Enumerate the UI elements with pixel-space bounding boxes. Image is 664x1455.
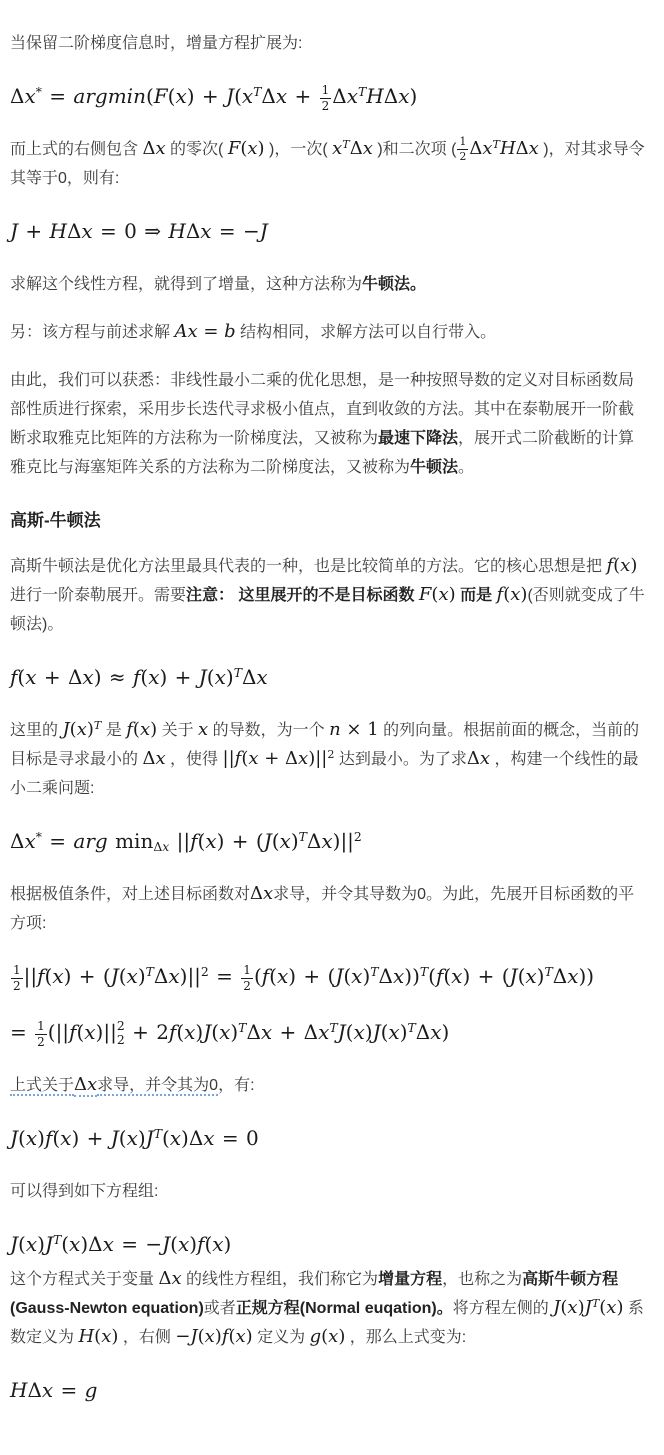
text-run: 求解这个线性方程，就得到了增量，这种方法称为 (10, 276, 363, 293)
paragraph (10, 552, 648, 639)
display-formula: = $\frac{1}{2}$ (||f(x)|| 2 2 + $2f(x)J(x)^T\Delta x + \Delta x^TJ(x)J(x)^T\Delta x$) (10, 1017, 450, 1049)
text-run: 另：该方程与前述求解 (10, 324, 175, 341)
text-run: 是 (101, 722, 127, 739)
inline-formula: Δx (74, 1074, 98, 1095)
text-run: 求导，并令其为0 (97, 1077, 219, 1094)
text-run: ，构建一个线性的最小二乘问题: (10, 751, 639, 797)
paragraph (10, 1071, 648, 1100)
paragraph (10, 270, 648, 299)
paragraph (10, 880, 648, 938)
text-run: 或者 (203, 1300, 236, 1317)
inline-formula: −J(x)f(x) (175, 1326, 253, 1347)
paragraph (10, 1177, 648, 1206)
text-run: 的列向量。根据前面的概念，当前的目标是寻求最小的 (10, 722, 640, 768)
inline-formula: F(x) (227, 138, 265, 159)
text-run: 高斯牛顿方程(Gauss-Newton equation) (10, 1271, 619, 1317)
display-formula: $\Delta x^* = argmin(F(x) + J(x^T\Delta x$ + $\frac{1}{2}$ $\Delta x^TH\Delta x$) (10, 82, 418, 113)
text-run: 最速下降法 (378, 430, 459, 447)
text-run: ，也称之为 (442, 1271, 523, 1288)
display-formula: HΔx = g (10, 1378, 98, 1402)
paragraph (10, 716, 648, 803)
paragraph (10, 135, 648, 193)
text-run: 可以得到如下方程组: (10, 1183, 159, 1200)
inline-formula: F(x) (418, 584, 456, 605)
text-run: ，使得 (165, 751, 223, 768)
paragraph (10, 29, 648, 58)
text-run: 的线性方程组，我们称它为 (181, 1271, 379, 1288)
inline-formula: $||f(x + \Delta x)||^2$ (222, 747, 335, 769)
inline-formula: x (198, 719, 209, 740)
inline-formula: Δx (142, 748, 166, 769)
section-heading: 高斯-牛顿法 (10, 511, 101, 530)
inline-formula: $J(x)J^T(x)$ (553, 1296, 624, 1318)
inline-formula: f(x) (126, 719, 158, 740)
text-run: 这个方程式关于变量 (10, 1271, 159, 1288)
inline-formula: Δx (250, 883, 274, 904)
text-run: 系数定义为 (10, 1300, 644, 1346)
text-run: 这里的 (10, 722, 63, 739)
inline-formula: $x^T\Delta x$ (332, 137, 373, 159)
display-formula: $J(x)f(x) + J(x)J^T(x)\Delta x = 0$ (10, 1126, 259, 1150)
inline-formula: H(x) (78, 1326, 119, 1347)
paragraph (10, 318, 648, 347)
text-run: 的导数，为一个 (208, 722, 330, 739)
paragraph (10, 366, 648, 482)
display-formula: $J(x)J^T(x)\Delta x = -J(x)f(x)$ (10, 1232, 232, 1256)
text-run: 而是 (455, 587, 497, 604)
text-run: 将方程左侧的 (452, 1300, 554, 1317)
text-run: 根据极值条件，对上述目标函数对 (10, 886, 251, 903)
inline-formula: Δx (142, 138, 166, 159)
text-run: )和二次项 ( (372, 141, 457, 158)
text-run: 关于 (157, 722, 199, 739)
text-run: 正规方程(Normal euqation)。 (235, 1300, 453, 1317)
inline-formula: g(x) (309, 1326, 346, 1347)
text-run: )，一次( (264, 141, 333, 158)
text-run: 由此，我们可以获悉：非线性最小二乘的优化思想，是一种按照导数的定义对目标函数局部性质进行探索，采用步长迭代寻求极小值点，直到收敛的方法。其中在泰勒展开一阶截断求取雅克比矩阵的方法称为一阶梯度法，又被称为 (10, 372, 635, 447)
text-run: )，对其求导令其等于0，则有: (10, 141, 645, 187)
inline-formula: $\frac{1}{2}$ $\Delta x^TH\Delta x$ (459, 135, 539, 163)
text-run: (否则就变成了牛顿法)。 (10, 587, 645, 633)
text-run: 牛顿法。 (362, 276, 427, 293)
paragraph (10, 1265, 648, 1352)
text-run: 结构相同，求解方法可以自行带入。 (235, 324, 497, 341)
inline-formula: n × 1 (329, 719, 379, 740)
display-formula: J + HΔx = 0 ⇒ HΔx = −J (10, 219, 268, 243)
text-run: 高斯牛顿法是优化方法里最具代表的一种，也是比较简单的方法。它的核心思想是把 (10, 558, 607, 575)
text-run: 。 (458, 459, 475, 476)
text-run: ，展开式二阶截断的计算雅克比与海塞矩阵关系的方法称为二阶梯度法，又被称为 (10, 430, 635, 476)
text-run: 牛顿法 (410, 459, 459, 476)
text-run: 的零次( (165, 141, 228, 158)
text-run: 增量方程 (378, 1271, 443, 1288)
text-run: 达到最小。为了求 (334, 751, 467, 768)
text-run: ，有: (218, 1077, 255, 1094)
text-run: 而上式的右侧包含 (10, 141, 143, 158)
inline-formula: Δx (466, 748, 491, 769)
text-run: ，右侧 (118, 1329, 176, 1346)
text-run: 定义为 (252, 1329, 310, 1346)
text-run: 当保留二阶梯度信息时，增量方程扩展为: (10, 35, 303, 52)
display-formula: $f(x + \Delta x) \approx f(x) + J(x)^T\Delta x$ (10, 665, 268, 689)
text-run: ，那么上式变为: (345, 1329, 467, 1346)
display-formula: Δx* = arg minΔx $||f(x) + (J(x)^T\Delta x)||^2$ (10, 829, 362, 855)
inline-formula: Δx (158, 1268, 182, 1289)
text-run: 求导，并令其导数为0。为此，先展开目标函数的平方项: (10, 886, 635, 932)
display-formula: $\frac{1}{2}$ $||f(x) + (J(x)^T\Delta x)||^2$ = $\frac{1}{2}$ $(f(x) + (J(x)^T\Delta x))^T(f(x) + (J(x)^T\Delta x))$ (13, 962, 595, 993)
inline-formula: f(x) (606, 555, 638, 576)
inline-formula: Ax = b (174, 321, 236, 342)
inline-formula: $J(x)^T$ (62, 718, 102, 740)
text-run: 上式关于 (10, 1077, 75, 1094)
inline-formula: f(x) (496, 584, 528, 605)
text-run: 注意： 这里展开的不是目标函数 (186, 587, 419, 604)
text-run: 进行一阶泰勒展开。需要 (10, 587, 187, 604)
